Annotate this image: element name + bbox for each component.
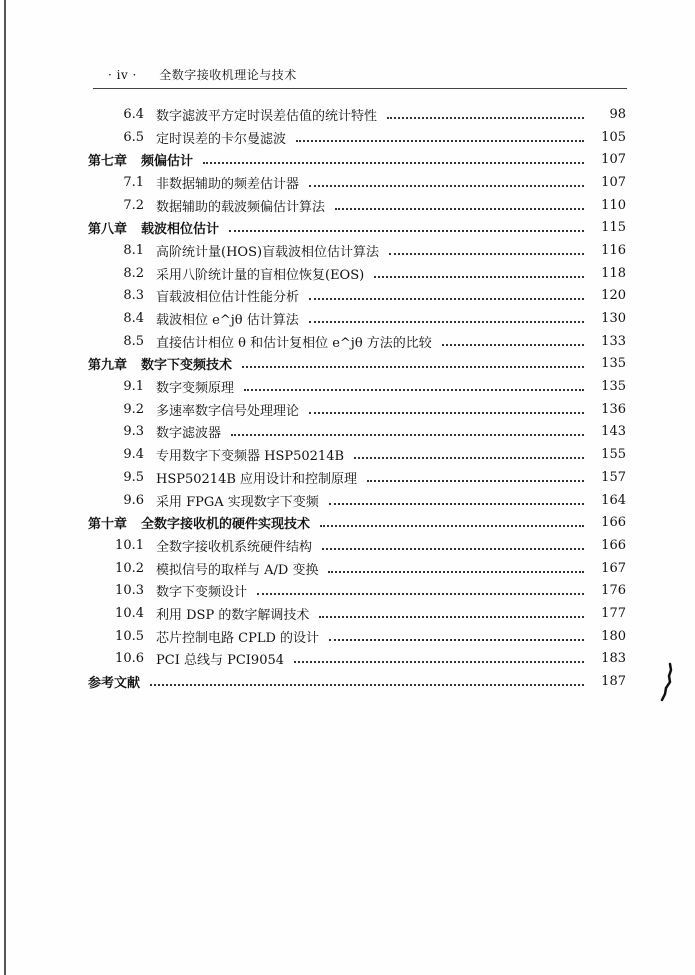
- toc-section-row[interactable]: [88, 239, 626, 262]
- toc-number: 9.6: [123, 492, 144, 508]
- toc-section-row[interactable]: [88, 375, 626, 398]
- toc-title: 全数字接收机的硬件实现技术: [141, 517, 311, 533]
- dot-leader: [354, 456, 584, 459]
- toc-page-number: 118: [601, 265, 626, 281]
- toc-number: 10.4: [115, 605, 144, 621]
- toc-section-row[interactable]: [88, 103, 626, 126]
- table-of-contents: [88, 103, 626, 693]
- toc-number: 6.4: [123, 106, 144, 122]
- dot-leader: [319, 615, 584, 618]
- toc-section-row[interactable]: [88, 557, 626, 580]
- toc-title: 数据辅助的载波频偏估计算法: [156, 199, 326, 215]
- dot-leader: [231, 433, 584, 436]
- dot-leader: [257, 592, 584, 595]
- dot-leader: [309, 411, 584, 414]
- toc-page-number: 183: [601, 651, 626, 667]
- toc-title: 数字滤波器: [156, 426, 222, 442]
- dot-leader: [244, 388, 584, 391]
- toc-page-number: 107: [601, 152, 626, 168]
- toc-page-number: 176: [601, 583, 626, 599]
- book-title: 全数字接收机理论与技术: [159, 68, 297, 82]
- toc-number: 10.1: [115, 537, 144, 553]
- toc-title: 数字变频原理: [156, 381, 235, 397]
- page-left-edge: [4, 0, 6, 975]
- toc-number: 10.3: [115, 583, 144, 599]
- toc-page-number: 135: [601, 379, 626, 395]
- toc-page-number: 167: [601, 560, 626, 576]
- toc-section-row[interactable]: [88, 466, 626, 489]
- toc-number: 9.3: [123, 424, 144, 440]
- dot-leader: [387, 116, 584, 119]
- dot-leader: [294, 660, 584, 663]
- toc-section-row[interactable]: [88, 421, 626, 444]
- toc-section-row[interactable]: [88, 330, 626, 353]
- toc-title: HSP50214B 应用设计和控制原理: [156, 471, 358, 487]
- dot-leader: [229, 229, 584, 232]
- toc-number: 10.5: [115, 628, 144, 644]
- toc-page-number: 164: [601, 492, 626, 508]
- toc-title: 高阶统计量(HOS)盲载波相位估计算法: [156, 244, 380, 260]
- toc-page-number: 187: [601, 674, 626, 690]
- toc-section-row[interactable]: [88, 285, 626, 308]
- dot-leader: [322, 547, 584, 550]
- toc-number: 9.4: [123, 447, 144, 463]
- toc-number: 8.5: [123, 333, 144, 349]
- toc-section-row[interactable]: [88, 602, 626, 625]
- dot-leader: [329, 638, 584, 641]
- toc-number: 7.2: [123, 197, 144, 213]
- toc-title: 数字滤波平方定时误差估值的统计特性: [156, 108, 378, 124]
- toc-title: 全数字接收机系统硬件结构: [156, 539, 313, 555]
- running-header: [108, 66, 297, 83]
- toc-section-row[interactable]: [88, 534, 626, 557]
- toc-section-row[interactable]: [88, 262, 626, 285]
- toc-title: 专用数字下变频器 HSP50214B: [156, 449, 345, 465]
- toc-title: 盲载波相位估计性能分析: [156, 290, 300, 306]
- toc-page-number: 98: [609, 106, 626, 122]
- toc-number: 9.5: [123, 469, 144, 485]
- toc-page-number: 107: [601, 174, 626, 190]
- toc-number: 第八章: [88, 222, 128, 238]
- toc-section-row[interactable]: [88, 625, 626, 648]
- toc-chapter-row[interactable]: [88, 216, 626, 239]
- toc-number: 6.5: [123, 129, 144, 145]
- pen-mark: [660, 662, 674, 702]
- toc-number: 第七章: [88, 154, 128, 170]
- dot-leader: [320, 524, 584, 527]
- toc-title: 利用 DSP 的数字解调技术: [156, 607, 310, 623]
- toc-number: 9.1: [123, 379, 144, 395]
- toc-section-row[interactable]: [88, 443, 626, 466]
- toc-page-number: 177: [601, 605, 626, 621]
- toc-page-number: 136: [601, 401, 626, 417]
- toc-page-number: 143: [601, 424, 626, 440]
- toc-number: 10.2: [115, 560, 144, 576]
- toc-title: 定时误差的卡尔曼滤波: [156, 131, 287, 147]
- toc-section-row[interactable]: [88, 194, 626, 217]
- toc-title: 载波相位 e^jθ 估计算法: [156, 313, 299, 329]
- dot-leader: [203, 161, 584, 164]
- toc-chapter-row[interactable]: [88, 511, 626, 534]
- dot-leader: [389, 252, 584, 255]
- toc-title: PCI 总线与 PCI9054: [156, 653, 285, 669]
- toc-page-number: 180: [601, 628, 626, 644]
- toc-number: 8.4: [123, 311, 144, 327]
- toc-page-number: 166: [601, 515, 626, 531]
- toc-page-number: 130: [601, 311, 626, 327]
- toc-chapter-row[interactable]: [88, 353, 626, 376]
- dot-leader: [329, 502, 584, 505]
- toc-section-row[interactable]: [88, 398, 626, 421]
- toc-section-row[interactable]: [88, 307, 626, 330]
- toc-references-row[interactable]: [88, 670, 626, 693]
- toc-title: 芯片控制电路 CPLD 的设计: [156, 630, 320, 646]
- toc-title: 参考文献: [88, 676, 141, 692]
- dot-leader: [309, 184, 584, 187]
- toc-section-row[interactable]: [88, 489, 626, 512]
- dot-leader: [309, 297, 584, 300]
- toc-page-number: 110: [601, 197, 626, 213]
- dot-leader: [309, 320, 584, 323]
- toc-number: 8.1: [123, 242, 144, 258]
- toc-page-number: 105: [601, 129, 626, 145]
- toc-section-row[interactable]: [88, 648, 626, 671]
- toc-page-number: 155: [601, 447, 626, 463]
- toc-title: 模拟信号的取样与 A/D 变换: [156, 562, 319, 578]
- toc-title: 多速率数字信号处理理论: [156, 403, 300, 419]
- toc-number: 9.2: [123, 401, 144, 417]
- toc-title: 非数据辅助的频差估计器: [156, 176, 300, 192]
- dot-leader: [374, 275, 584, 278]
- dot-leader: [367, 479, 584, 482]
- toc-page-number: 166: [601, 537, 626, 553]
- page-number-label: · iv ·: [108, 68, 137, 82]
- toc-section-row[interactable]: [88, 579, 626, 602]
- toc-title: 采用 FPGA 实现数字下变频: [156, 494, 319, 510]
- toc-title: 直接估计相位 θ 和估计复相位 e^jθ 方法的比较: [156, 335, 432, 351]
- toc-number: 第九章: [88, 358, 128, 374]
- dot-leader: [442, 343, 584, 346]
- toc-page-number: 157: [601, 469, 626, 485]
- toc-section-row[interactable]: [88, 171, 626, 194]
- toc-chapter-row[interactable]: [88, 148, 626, 171]
- toc-number: 8.3: [123, 288, 144, 304]
- toc-title: 采用八阶统计量的盲相位恢复(EOS): [156, 267, 365, 283]
- dot-leader: [242, 365, 584, 368]
- toc-page-number: 135: [601, 356, 626, 372]
- toc-section-row[interactable]: [88, 126, 626, 149]
- toc-page-number: 116: [601, 242, 626, 258]
- toc-title: 数字下变频设计: [156, 585, 248, 601]
- toc-number: 8.2: [123, 265, 144, 281]
- toc-page-number: 133: [601, 333, 626, 349]
- dot-leader: [296, 139, 584, 142]
- toc-title: 载波相位估计: [141, 222, 220, 238]
- toc-title: 数字下变频技术: [141, 358, 233, 374]
- dot-leader: [335, 207, 584, 210]
- toc-number: 7.1: [123, 174, 144, 190]
- toc-title: 频偏估计: [141, 154, 194, 170]
- toc-number: 第十章: [88, 517, 128, 533]
- dot-leader: [328, 570, 584, 573]
- header-rule: [93, 88, 627, 89]
- toc-page-number: 120: [601, 288, 626, 304]
- dot-leader: [150, 683, 584, 686]
- toc-number: 10.6: [115, 651, 144, 667]
- toc-page-number: 115: [601, 220, 626, 236]
